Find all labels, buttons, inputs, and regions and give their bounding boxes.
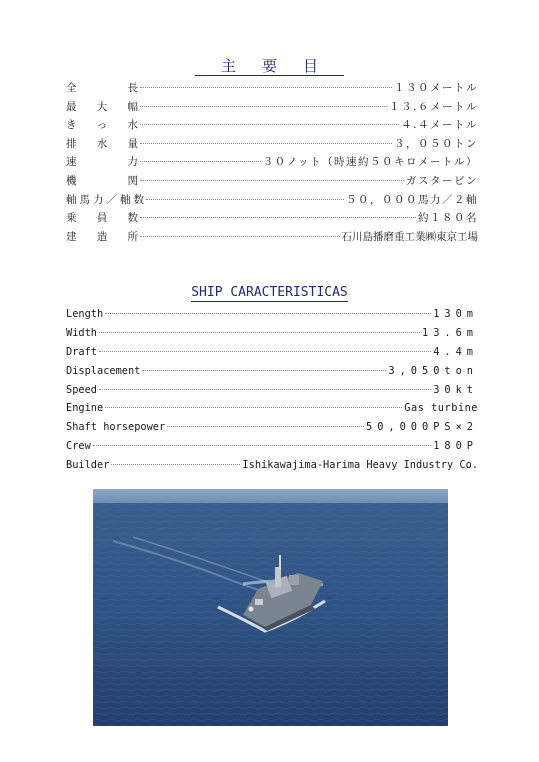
en-spec-value: 13.6m	[422, 326, 478, 339]
leader-dots	[140, 143, 392, 144]
jp-spec-label: 全 長	[66, 82, 138, 94]
en-spec-value: 30kt	[433, 383, 478, 396]
jp-spec-row	[66, 210, 478, 229]
en-spec-value: 180P	[433, 440, 478, 453]
jp-spec-row	[66, 229, 478, 248]
jp-spec-value: 石川島播磨重工業㈱東京工場	[341, 230, 478, 243]
leader-dots	[105, 407, 402, 408]
en-spec-label: Engine	[66, 402, 104, 415]
en-specs-list	[66, 308, 478, 478]
jp-spec-value: ５０，０００馬力／２軸	[346, 193, 478, 206]
en-spec-row	[66, 402, 478, 421]
leader-dots	[93, 445, 431, 446]
jp-spec-row	[66, 173, 478, 192]
leader-dots	[111, 464, 240, 465]
leader-dots	[99, 351, 431, 352]
en-spec-row	[66, 365, 478, 384]
jp-spec-value: ガスタービン	[406, 174, 478, 187]
leader-dots	[99, 332, 420, 333]
leader-dots	[140, 106, 387, 107]
en-spec-row	[66, 346, 478, 365]
en-spec-row	[66, 327, 478, 346]
en-spec-row	[66, 308, 478, 327]
en-spec-label: Shaft horsepower	[66, 421, 166, 434]
leader-dots	[146, 199, 344, 200]
en-spec-label: Displacement	[66, 364, 141, 377]
en-spec-label: Crew	[66, 440, 91, 453]
en-spec-label: Builder	[66, 459, 110, 472]
leader-dots	[105, 313, 431, 314]
en-spec-row	[66, 459, 478, 478]
jp-spec-row	[66, 192, 478, 211]
leader-dots	[140, 87, 392, 88]
en-spec-label: Length	[66, 308, 104, 320]
jp-spec-value: １３.６メートル	[389, 100, 478, 113]
jp-spec-row	[66, 117, 478, 136]
jp-section-title: 主要目	[0, 57, 539, 76]
en-spec-value: 50,000PS×2	[366, 421, 478, 434]
jp-spec-row	[66, 154, 478, 173]
jp-spec-row	[66, 136, 478, 155]
jp-spec-value: ３０ノット（時速約５０キロメートル）	[262, 156, 478, 169]
en-spec-value: 3,050ton	[388, 364, 478, 377]
jp-spec-label: 最 大 幅	[66, 100, 138, 113]
jp-spec-row	[66, 80, 478, 99]
en-spec-row	[66, 384, 478, 403]
leader-dots	[142, 370, 386, 371]
en-spec-value: Gas turbine	[404, 402, 478, 415]
leader-dots	[140, 217, 416, 218]
en-spec-value: 4.4m	[433, 345, 478, 358]
jp-spec-value: ３，０５０トン	[394, 137, 478, 150]
leader-dots	[140, 236, 340, 237]
en-section-title: SHIP CARACTERISTICAS	[191, 285, 348, 300]
en-spec-row	[66, 440, 478, 459]
en-spec-value: 130m	[433, 308, 478, 320]
jp-specs-list	[66, 80, 478, 247]
jp-spec-label: 建 造 所	[66, 230, 138, 243]
jp-spec-label: 乗 員 数	[66, 212, 138, 225]
en-spec-label: Draft	[66, 345, 97, 358]
jp-spec-row	[66, 99, 478, 118]
leader-dots	[99, 389, 431, 390]
jp-spec-label: 排 水 量	[66, 137, 138, 150]
jp-spec-value: ４.４メートル	[401, 119, 478, 132]
en-spec-label: Speed	[66, 383, 97, 396]
jp-spec-label: 速 力	[66, 156, 138, 169]
jp-spec-label: き っ 水	[66, 119, 138, 132]
jp-spec-label: 機 関	[66, 174, 138, 187]
en-spec-row	[66, 421, 478, 440]
en-spec-label: Width	[66, 326, 97, 339]
leader-dots	[140, 124, 399, 125]
destroyer-at-sea-photo	[93, 489, 448, 726]
leader-dots	[140, 161, 261, 162]
jp-spec-value: 約１８０名	[418, 212, 478, 225]
jp-spec-value: １３０メートル	[394, 82, 478, 94]
leader-dots	[167, 426, 364, 427]
leader-dots	[140, 180, 404, 181]
en-spec-value: Ishikawajima-Harima Heavy Industry Co.	[242, 459, 478, 472]
jp-spec-label: 軸 馬 力 ／ 軸 数	[66, 193, 144, 206]
